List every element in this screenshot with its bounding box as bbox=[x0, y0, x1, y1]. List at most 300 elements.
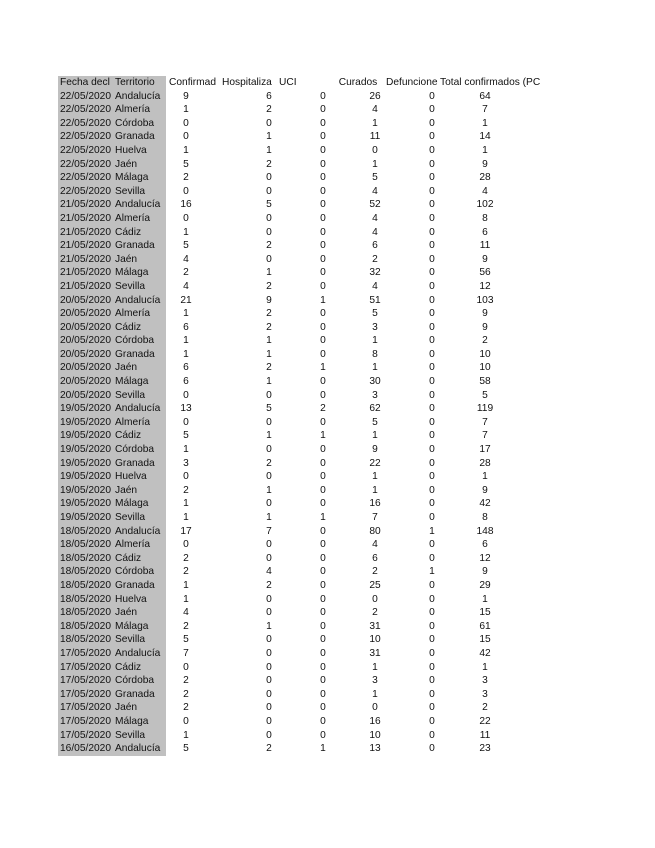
cell-defunciones: 0 bbox=[429, 253, 435, 265]
cell-hospitalizados: 2 bbox=[266, 362, 272, 374]
cell-confirmados: 1 bbox=[183, 498, 189, 510]
cell-curados: 31 bbox=[369, 647, 381, 659]
cell-uci: 2 bbox=[320, 403, 326, 415]
cell-uci: 0 bbox=[320, 185, 326, 197]
cell-defunciones: 0 bbox=[429, 647, 435, 659]
cell-fecha: 18/05/2020 bbox=[60, 525, 111, 537]
cell-total: 1 bbox=[482, 117, 488, 129]
cell-total: 3 bbox=[482, 688, 488, 700]
cell-defunciones: 0 bbox=[429, 117, 435, 129]
cell-hospitalizados: 2 bbox=[266, 321, 272, 333]
cell-territorio: Granada bbox=[113, 130, 166, 144]
cell-territorio: Almería bbox=[113, 416, 166, 430]
cell-curados: 11 bbox=[369, 131, 381, 143]
cell-total: 5 bbox=[482, 389, 488, 401]
cell-fecha: 20/05/2020 bbox=[60, 362, 111, 374]
cell-curados: 4 bbox=[372, 539, 378, 551]
cell-fecha: 22/05/2020 bbox=[60, 185, 111, 197]
cell-defunciones: 0 bbox=[429, 335, 435, 347]
cell-fecha: 22/05/2020 bbox=[60, 172, 111, 184]
cell-territorio: Cádiz bbox=[113, 321, 166, 335]
cell-fecha: 21/05/2020 bbox=[60, 253, 111, 265]
cell-confirmados: 1 bbox=[183, 348, 189, 360]
cell-curados: 16 bbox=[369, 498, 381, 510]
cell-fecha: 20/05/2020 bbox=[60, 321, 111, 333]
cell-confirmados: 2 bbox=[183, 566, 189, 578]
cell-defunciones: 0 bbox=[429, 661, 435, 673]
cell-hospitalizados: 0 bbox=[266, 715, 272, 727]
cell-territorio: Córdoba bbox=[113, 334, 166, 348]
cell-fecha: 17/05/2020 bbox=[60, 729, 111, 741]
cell-curados: 51 bbox=[369, 294, 381, 306]
cell-defunciones: 0 bbox=[429, 362, 435, 374]
cell-fecha: 18/05/2020 bbox=[60, 620, 111, 632]
cell-total: 22 bbox=[479, 715, 491, 727]
cell-confirmados: 17 bbox=[180, 525, 192, 537]
cell-defunciones: 0 bbox=[429, 226, 435, 238]
cell-confirmados: 1 bbox=[183, 308, 189, 320]
cell-total: 23 bbox=[479, 743, 491, 755]
cell-confirmados: 1 bbox=[183, 144, 189, 156]
cell-total: 9 bbox=[482, 484, 488, 496]
cell-defunciones: 0 bbox=[429, 144, 435, 156]
cell-confirmados: 1 bbox=[183, 226, 189, 238]
cell-defunciones: 0 bbox=[429, 512, 435, 523]
cell-defunciones: 0 bbox=[429, 593, 435, 605]
cell-curados: 7 bbox=[372, 512, 378, 523]
cell-territorio: Málaga bbox=[113, 715, 166, 729]
cell-uci: 0 bbox=[320, 661, 326, 673]
cell-hospitalizados: 2 bbox=[266, 579, 272, 591]
cell-confirmados: 1 bbox=[183, 104, 189, 116]
cell-confirmados: 2 bbox=[183, 484, 189, 496]
cell-defunciones: 0 bbox=[429, 675, 435, 687]
cell-curados: 1 bbox=[372, 362, 378, 374]
cell-curados: 0 bbox=[372, 702, 378, 714]
cell-hospitalizados: 1 bbox=[266, 348, 272, 360]
cell-defunciones: 0 bbox=[429, 484, 435, 496]
cell-hospitalizados: 5 bbox=[266, 199, 272, 211]
cell-curados: 3 bbox=[372, 389, 378, 401]
cell-fecha: 18/05/2020 bbox=[60, 607, 111, 619]
cell-hospitalizados: 6 bbox=[266, 90, 272, 102]
cell-confirmados: 9 bbox=[183, 90, 189, 102]
cell-total: 56 bbox=[479, 267, 491, 279]
cell-fecha: 22/05/2020 bbox=[60, 144, 111, 156]
cell-uci: 1 bbox=[320, 743, 326, 755]
cell-fecha: 19/05/2020 bbox=[60, 416, 111, 428]
cell-defunciones: 0 bbox=[429, 702, 435, 714]
cell-uci: 0 bbox=[320, 579, 326, 591]
cell-uci: 0 bbox=[320, 457, 326, 469]
cell-territorio: Granada bbox=[113, 688, 166, 702]
cell-curados: 80 bbox=[369, 525, 381, 537]
cell-territorio: Granada bbox=[113, 239, 166, 253]
cell-uci: 0 bbox=[320, 212, 326, 224]
cell-confirmados: 5 bbox=[183, 158, 189, 170]
cell-curados: 0 bbox=[372, 144, 378, 156]
cell-uci: 0 bbox=[320, 416, 326, 428]
cell-uci: 0 bbox=[320, 321, 326, 333]
cell-curados: 4 bbox=[372, 104, 378, 116]
cell-total: 1 bbox=[482, 144, 488, 156]
cell-curados: 10 bbox=[369, 634, 381, 646]
cell-uci: 1 bbox=[320, 512, 326, 523]
cell-hospitalizados: 0 bbox=[266, 661, 272, 673]
cell-territorio: Jaén bbox=[113, 253, 166, 267]
cell-fecha: 17/05/2020 bbox=[60, 688, 111, 700]
cell-defunciones: 0 bbox=[429, 457, 435, 469]
cell-hospitalizados: 2 bbox=[266, 158, 272, 170]
cell-defunciones: 0 bbox=[429, 607, 435, 619]
cell-territorio: Sevilla bbox=[113, 511, 166, 525]
cell-defunciones: 0 bbox=[429, 185, 435, 197]
cell-curados: 5 bbox=[372, 172, 378, 184]
cell-uci: 0 bbox=[320, 240, 326, 252]
cell-defunciones: 0 bbox=[429, 348, 435, 360]
cell-fecha: 18/05/2020 bbox=[60, 539, 111, 551]
cell-total: 2 bbox=[482, 335, 488, 347]
cell-defunciones: 0 bbox=[429, 308, 435, 320]
cell-confirmados: 0 bbox=[183, 389, 189, 401]
cell-uci: 0 bbox=[320, 104, 326, 116]
cell-confirmados: 2 bbox=[183, 688, 189, 700]
cell-fecha: 20/05/2020 bbox=[60, 348, 111, 360]
cell-hospitalizados: 2 bbox=[266, 457, 272, 469]
cell-territorio: Huelva bbox=[113, 470, 166, 484]
cell-uci: 0 bbox=[320, 620, 326, 632]
cell-fecha: 17/05/2020 bbox=[60, 661, 111, 673]
cell-confirmados: 4 bbox=[183, 253, 189, 265]
cell-confirmados: 5 bbox=[183, 430, 189, 442]
cell-total: 103 bbox=[476, 294, 494, 306]
cell-uci: 0 bbox=[320, 593, 326, 605]
cell-territorio: Sevilla bbox=[113, 280, 166, 294]
cell-uci: 0 bbox=[320, 634, 326, 646]
cell-territorio: Córdoba bbox=[113, 674, 166, 688]
cell-hospitalizados: 0 bbox=[266, 185, 272, 197]
cell-curados: 1 bbox=[372, 661, 378, 673]
cell-uci: 0 bbox=[320, 144, 326, 156]
cell-confirmados: 6 bbox=[183, 362, 189, 374]
cell-fecha: 18/05/2020 bbox=[60, 634, 111, 646]
cell-uci: 0 bbox=[320, 376, 326, 388]
cell-confirmados: 16 bbox=[180, 199, 192, 211]
cell-uci: 0 bbox=[320, 253, 326, 265]
cell-defunciones: 0 bbox=[429, 294, 435, 306]
cell-fecha: 17/05/2020 bbox=[60, 715, 111, 727]
cell-fecha: 16/05/2020 bbox=[60, 743, 111, 755]
cell-territorio: Córdoba bbox=[113, 117, 166, 131]
cell-fecha: 19/05/2020 bbox=[60, 498, 111, 510]
cell-territorio: Jaén bbox=[113, 361, 166, 375]
cell-defunciones: 0 bbox=[429, 688, 435, 700]
cell-fecha: 20/05/2020 bbox=[60, 389, 111, 401]
cell-defunciones: 1 bbox=[429, 525, 435, 537]
cell-hospitalizados: 0 bbox=[266, 444, 272, 456]
cell-territorio: Jaén bbox=[113, 606, 166, 620]
cell-uci: 0 bbox=[320, 552, 326, 564]
cell-hospitalizados: 4 bbox=[266, 566, 272, 578]
cell-defunciones: 0 bbox=[429, 444, 435, 456]
cell-territorio: Córdoba bbox=[113, 443, 166, 457]
cell-uci: 0 bbox=[320, 280, 326, 292]
cell-curados: 26 bbox=[369, 90, 381, 102]
cell-confirmados: 7 bbox=[183, 647, 189, 659]
cell-fecha: 22/05/2020 bbox=[60, 117, 111, 129]
cell-fecha: 21/05/2020 bbox=[60, 199, 111, 211]
cell-curados: 1 bbox=[372, 158, 378, 170]
cell-total: 29 bbox=[479, 579, 491, 591]
cell-hospitalizados: 0 bbox=[266, 552, 272, 564]
cell-fecha: 20/05/2020 bbox=[60, 308, 111, 320]
cell-curados: 6 bbox=[372, 240, 378, 252]
cell-territorio: Granada bbox=[113, 348, 166, 362]
cell-hospitalizados: 0 bbox=[266, 471, 272, 483]
cell-curados: 2 bbox=[372, 253, 378, 265]
cell-hospitalizados: 5 bbox=[266, 403, 272, 415]
cell-hospitalizados: 1 bbox=[266, 335, 272, 347]
cell-defunciones: 0 bbox=[429, 131, 435, 143]
cell-confirmados: 1 bbox=[183, 335, 189, 347]
cell-total: 3 bbox=[482, 675, 488, 687]
cell-defunciones: 1 bbox=[429, 566, 435, 578]
cell-curados: 2 bbox=[372, 607, 378, 619]
cell-territorio: Andalucía bbox=[113, 647, 166, 661]
cell-confirmados: 0 bbox=[183, 539, 189, 551]
cell-fecha: 19/05/2020 bbox=[60, 484, 111, 496]
cell-hospitalizados: 1 bbox=[266, 430, 272, 442]
cell-territorio: Jaén bbox=[113, 158, 166, 172]
cell-defunciones: 0 bbox=[429, 240, 435, 252]
cell-curados: 1 bbox=[372, 471, 378, 483]
cell-confirmados: 5 bbox=[183, 240, 189, 252]
cell-territorio: Málaga bbox=[113, 375, 166, 389]
cell-defunciones: 0 bbox=[429, 376, 435, 388]
cell-curados: 4 bbox=[372, 280, 378, 292]
cell-territorio: Jaén bbox=[113, 484, 166, 498]
cell-confirmados: 2 bbox=[183, 702, 189, 714]
cell-hospitalizados: 0 bbox=[266, 634, 272, 646]
header-territorio: Territorio bbox=[113, 76, 166, 90]
cell-fecha: 18/05/2020 bbox=[60, 593, 111, 605]
cell-total: 15 bbox=[479, 607, 491, 619]
cell-territorio: Cádiz bbox=[113, 226, 166, 240]
cell-fecha: 22/05/2020 bbox=[60, 104, 111, 116]
cell-fecha: 22/05/2020 bbox=[60, 90, 111, 102]
cell-total: 17 bbox=[479, 444, 491, 456]
cell-uci: 0 bbox=[320, 729, 326, 741]
cell-hospitalizados: 0 bbox=[266, 253, 272, 265]
cell-uci: 0 bbox=[320, 172, 326, 184]
cell-hospitalizados: 1 bbox=[266, 512, 272, 523]
cell-confirmados: 2 bbox=[183, 267, 189, 279]
cell-total: 11 bbox=[479, 729, 491, 741]
cell-fecha: 22/05/2020 bbox=[60, 131, 111, 143]
cell-confirmados: 0 bbox=[183, 471, 189, 483]
cell-total: 6 bbox=[482, 226, 488, 238]
cell-confirmados: 21 bbox=[180, 294, 192, 306]
cell-territorio: Málaga bbox=[113, 497, 166, 511]
cell-hospitalizados: 0 bbox=[266, 702, 272, 714]
cell-uci: 0 bbox=[320, 539, 326, 551]
cell-total: 28 bbox=[479, 457, 491, 469]
cell-curados: 22 bbox=[369, 457, 381, 469]
cell-hospitalizados: 1 bbox=[266, 131, 272, 143]
cell-curados: 5 bbox=[372, 308, 378, 320]
cell-territorio: Andalucía bbox=[113, 294, 166, 308]
cell-defunciones: 0 bbox=[429, 471, 435, 483]
cell-fecha: 19/05/2020 bbox=[60, 512, 111, 523]
cell-curados: 1 bbox=[372, 484, 378, 496]
header-uci: UCI bbox=[279, 77, 297, 88]
cell-uci: 0 bbox=[320, 484, 326, 496]
cell-uci: 0 bbox=[320, 688, 326, 700]
cell-confirmados: 2 bbox=[183, 675, 189, 687]
cell-curados: 3 bbox=[372, 321, 378, 333]
cell-territorio: Córdoba bbox=[113, 565, 166, 579]
cell-curados: 2 bbox=[372, 566, 378, 578]
cell-total: 1 bbox=[482, 661, 488, 673]
cell-fecha: 22/05/2020 bbox=[60, 158, 111, 170]
cell-curados: 10 bbox=[369, 729, 381, 741]
cell-defunciones: 0 bbox=[429, 416, 435, 428]
cell-confirmados: 0 bbox=[183, 117, 189, 129]
cell-defunciones: 0 bbox=[429, 743, 435, 755]
cell-fecha: 17/05/2020 bbox=[60, 675, 111, 687]
cell-confirmados: 4 bbox=[183, 607, 189, 619]
cell-curados: 13 bbox=[369, 743, 381, 755]
cell-confirmados: 6 bbox=[183, 321, 189, 333]
cell-uci: 1 bbox=[320, 430, 326, 442]
cell-total: 7 bbox=[482, 104, 488, 116]
cell-confirmados: 1 bbox=[183, 512, 189, 523]
cell-total: 7 bbox=[482, 430, 488, 442]
cell-fecha: 21/05/2020 bbox=[60, 212, 111, 224]
cell-hospitalizados: 1 bbox=[266, 144, 272, 156]
cell-fecha: 19/05/2020 bbox=[60, 471, 111, 483]
cell-uci: 0 bbox=[320, 647, 326, 659]
cell-total: 10 bbox=[479, 348, 491, 360]
cell-total: 28 bbox=[479, 172, 491, 184]
cell-territorio: Andalucía bbox=[113, 742, 166, 756]
cell-curados: 1 bbox=[372, 335, 378, 347]
cell-uci: 0 bbox=[320, 525, 326, 537]
cell-hospitalizados: 2 bbox=[266, 280, 272, 292]
cell-confirmados: 2 bbox=[183, 172, 189, 184]
cell-hospitalizados: 0 bbox=[266, 593, 272, 605]
cell-territorio: Andalucía bbox=[113, 525, 166, 539]
cell-curados: 4 bbox=[372, 212, 378, 224]
cell-territorio: Almería bbox=[113, 307, 166, 321]
cell-total: 64 bbox=[479, 90, 491, 102]
cell-hospitalizados: 2 bbox=[266, 308, 272, 320]
cell-confirmados: 5 bbox=[183, 634, 189, 646]
cell-uci: 1 bbox=[320, 362, 326, 374]
cell-territorio: Cádiz bbox=[113, 429, 166, 443]
cell-confirmados: 0 bbox=[183, 212, 189, 224]
cell-territorio: Andalucía bbox=[113, 90, 166, 104]
cell-territorio: Granada bbox=[113, 457, 166, 471]
cell-curados: 8 bbox=[372, 348, 378, 360]
cell-defunciones: 0 bbox=[429, 172, 435, 184]
cell-confirmados: 2 bbox=[183, 552, 189, 564]
cell-uci: 0 bbox=[320, 90, 326, 102]
cell-total: 58 bbox=[479, 376, 491, 388]
cell-uci: 0 bbox=[320, 308, 326, 320]
cell-territorio: Sevilla bbox=[113, 389, 166, 403]
cell-hospitalizados: 0 bbox=[266, 212, 272, 224]
cell-curados: 1 bbox=[372, 430, 378, 442]
cell-territorio: Jaén bbox=[113, 701, 166, 715]
cell-defunciones: 0 bbox=[429, 280, 435, 292]
cell-uci: 0 bbox=[320, 335, 326, 347]
cell-confirmados: 0 bbox=[183, 715, 189, 727]
cell-fecha: 17/05/2020 bbox=[60, 647, 111, 659]
cell-curados: 16 bbox=[369, 715, 381, 727]
cell-uci: 0 bbox=[320, 348, 326, 360]
cell-confirmados: 0 bbox=[183, 185, 189, 197]
cell-confirmados: 0 bbox=[183, 416, 189, 428]
cell-curados: 25 bbox=[369, 579, 381, 591]
cell-total: 119 bbox=[476, 403, 494, 415]
cell-defunciones: 0 bbox=[429, 212, 435, 224]
cell-confirmados: 4 bbox=[183, 280, 189, 292]
cell-curados: 1 bbox=[372, 688, 378, 700]
cell-territorio: Sevilla bbox=[113, 729, 166, 743]
cell-uci: 0 bbox=[320, 267, 326, 279]
cell-confirmados: 1 bbox=[183, 444, 189, 456]
cell-hospitalizados: 0 bbox=[266, 539, 272, 551]
cell-defunciones: 0 bbox=[429, 199, 435, 211]
cell-uci: 0 bbox=[320, 607, 326, 619]
cell-uci: 0 bbox=[320, 389, 326, 401]
cell-total: 42 bbox=[479, 498, 491, 510]
cell-total: 8 bbox=[482, 512, 488, 523]
cell-fecha: 19/05/2020 bbox=[60, 430, 111, 442]
cell-curados: 4 bbox=[372, 226, 378, 238]
cell-total: 9 bbox=[482, 321, 488, 333]
cell-hospitalizados: 0 bbox=[266, 729, 272, 741]
cell-fecha: 19/05/2020 bbox=[60, 403, 111, 415]
cell-confirmados: 0 bbox=[183, 131, 189, 143]
cell-fecha: 20/05/2020 bbox=[60, 335, 111, 347]
header-total-confirmados: Total confirmados (PC bbox=[440, 77, 541, 88]
header-confirmados: Confirmad bbox=[169, 77, 216, 88]
cell-total: 1 bbox=[482, 471, 488, 483]
header-hospitalizados: Hospitaliza bbox=[222, 77, 272, 88]
cell-fecha: 19/05/2020 bbox=[60, 457, 111, 469]
cell-confirmados: 2 bbox=[183, 620, 189, 632]
cell-hospitalizados: 0 bbox=[266, 498, 272, 510]
cell-defunciones: 0 bbox=[429, 579, 435, 591]
cell-curados: 31 bbox=[369, 620, 381, 632]
cell-defunciones: 0 bbox=[429, 729, 435, 741]
cell-hospitalizados: 0 bbox=[266, 675, 272, 687]
cell-curados: 3 bbox=[372, 675, 378, 687]
cell-total: 9 bbox=[482, 308, 488, 320]
cell-defunciones: 0 bbox=[429, 552, 435, 564]
cell-curados: 1 bbox=[372, 117, 378, 129]
cell-uci: 0 bbox=[320, 444, 326, 456]
cell-total: 2 bbox=[482, 702, 488, 714]
header-fecha: Fecha decl bbox=[58, 76, 113, 90]
cell-defunciones: 0 bbox=[429, 430, 435, 442]
cell-uci: 0 bbox=[320, 702, 326, 714]
cell-fecha: 17/05/2020 bbox=[60, 702, 111, 714]
cell-total: 12 bbox=[479, 552, 491, 564]
cell-hospitalizados: 2 bbox=[266, 240, 272, 252]
